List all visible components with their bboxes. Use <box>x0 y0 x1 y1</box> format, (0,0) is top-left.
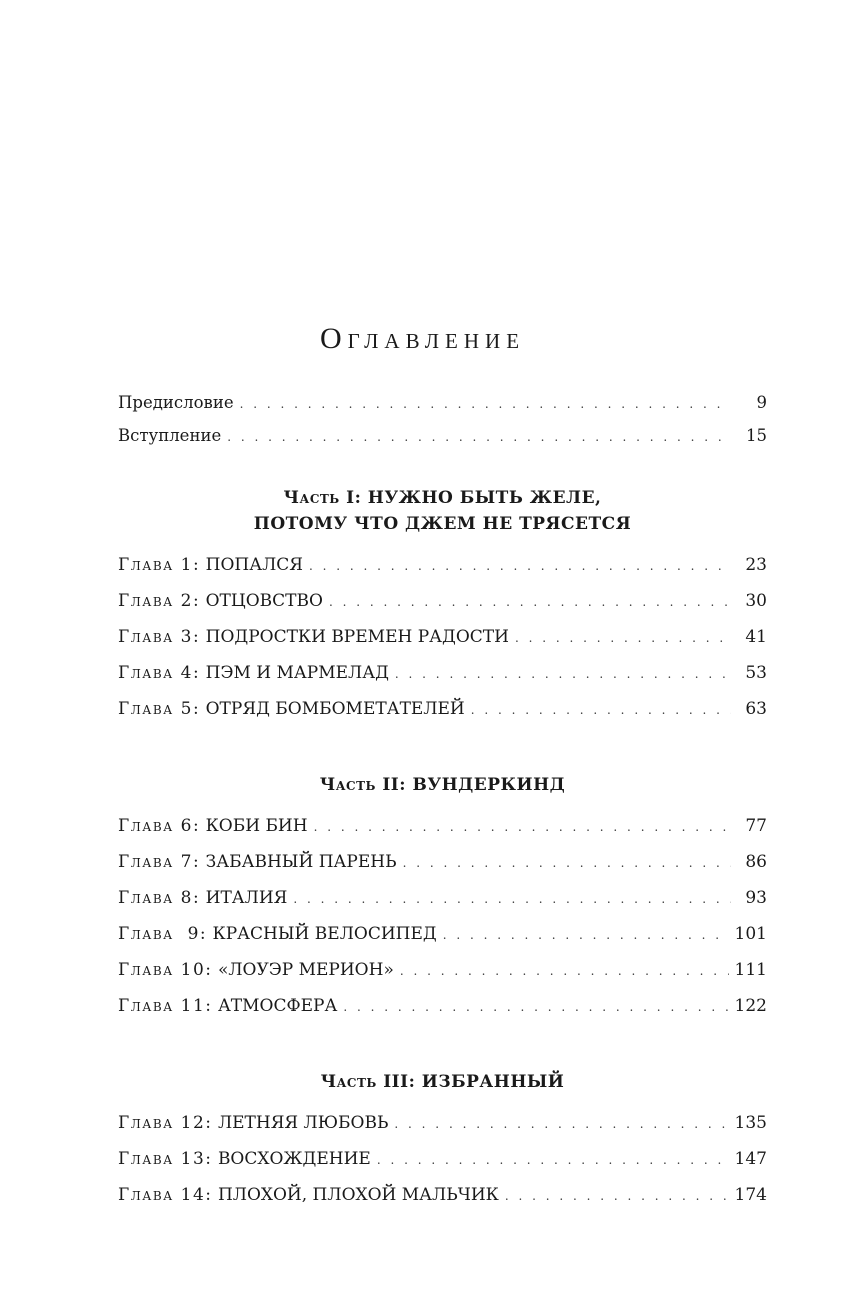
chapter-list <box>118 555 767 735</box>
chapter-title: КОБИ БИН <box>205 816 308 836</box>
part-2 <box>118 772 767 1032</box>
toc-entry-chapter-6[interactable] <box>118 816 767 852</box>
page-number: 86 <box>745 852 767 872</box>
dot-leader <box>377 1153 729 1167</box>
page-number: 135 <box>734 1113 767 1133</box>
chapter-title: ПЛОХОЙ, ПЛОХОЙ МАЛЬЧИК <box>217 1185 499 1205</box>
toc-entry-introduction[interactable] <box>118 426 767 459</box>
toc-entry-chapter-7[interactable] <box>118 852 767 888</box>
dot-leader <box>505 1189 729 1203</box>
dot-leader <box>240 397 731 411</box>
page-number: 101 <box>734 924 767 944</box>
chapter-prefix: Глава 10: <box>118 960 213 980</box>
page-number: 15 <box>746 426 767 445</box>
entry-label: Вступление <box>118 426 222 445</box>
chapter-prefix: Глава 1: <box>118 555 201 575</box>
toc-title: Оглавление <box>319 322 526 355</box>
part-title-line1: НУЖНО БЫТЬ ЖЕЛЕ, <box>367 488 602 508</box>
chapter-title: АТМОСФЕРА <box>217 996 338 1016</box>
dot-leader <box>400 964 729 978</box>
dot-leader <box>403 856 731 870</box>
chapter-list <box>118 816 767 1032</box>
part-heading <box>118 1069 767 1095</box>
chapter-prefix: Глава 13: <box>118 1149 213 1169</box>
toc-entry-chapter-2[interactable] <box>118 591 767 627</box>
dot-leader <box>395 667 731 681</box>
chapter-title: «ЛОУЭР МЕРИОН» <box>217 960 394 980</box>
part-title-line1: ВУНДЕРКИНД <box>412 775 566 795</box>
toc-entry-chapter-4[interactable] <box>118 663 767 699</box>
part-3 <box>118 1069 767 1221</box>
dot-leader <box>515 631 731 645</box>
page-number: 9 <box>756 393 767 412</box>
dot-leader <box>443 928 729 942</box>
chapter-title: КРАСНЫЙ ВЕЛОСИПЕД <box>212 924 437 944</box>
toc-entry-chapter-11[interactable] <box>118 996 767 1032</box>
chapter-prefix: Глава 7: <box>118 852 201 872</box>
chapter-title: ОТЦОВСТВО <box>205 591 323 611</box>
toc-entry-chapter-9[interactable] <box>118 924 767 960</box>
chapter-prefix: Глава 9: <box>118 924 208 944</box>
part-heading <box>118 485 767 537</box>
page-number: 174 <box>734 1185 767 1205</box>
chapter-title: ВОСХОЖДЕНИЕ <box>217 1149 371 1169</box>
entry-label: Предисловие <box>118 393 234 412</box>
dot-leader <box>471 703 731 717</box>
page-number: 53 <box>745 663 767 683</box>
toc-entry-preface[interactable] <box>118 393 767 426</box>
chapter-prefix: Глава 2: <box>118 591 201 611</box>
chapter-prefix: Глава 3: <box>118 627 201 647</box>
chapter-prefix: Глава 14: <box>118 1185 213 1205</box>
toc-entry-chapter-13[interactable] <box>118 1149 767 1185</box>
toc-entry-chapter-1[interactable] <box>118 555 767 591</box>
chapter-title: ЛЕТНЯЯ ЛЮБОВЬ <box>217 1113 389 1133</box>
toc-entry-chapter-10[interactable] <box>118 960 767 996</box>
dot-leader <box>343 1000 728 1014</box>
toc-entry-chapter-14[interactable] <box>118 1185 767 1221</box>
page-number: 93 <box>745 888 767 908</box>
dot-leader <box>314 820 731 834</box>
toc-entry-chapter-5[interactable] <box>118 699 767 735</box>
page-number: 147 <box>734 1149 767 1169</box>
dot-leader <box>329 595 731 609</box>
page-number: 23 <box>745 555 767 575</box>
chapter-prefix: Глава 6: <box>118 816 201 836</box>
toc-entry-chapter-12[interactable] <box>118 1113 767 1149</box>
page-number: 41 <box>745 627 767 647</box>
part-prefix: Часть II: <box>319 775 407 795</box>
part-prefix: Часть I: <box>283 488 362 508</box>
chapter-title: ПОДРОСТКИ ВРЕМЕН РАДОСТИ <box>205 627 509 647</box>
dot-leader <box>394 1117 728 1131</box>
chapter-prefix: Глава 8: <box>118 888 201 908</box>
chapter-title: ИТАЛИЯ <box>205 888 288 908</box>
chapter-prefix: Глава 11: <box>118 996 213 1016</box>
dot-leader <box>293 892 731 906</box>
chapter-title: ЗАБАВНЫЙ ПАРЕНЬ <box>205 852 397 872</box>
page-number: 63 <box>745 699 767 719</box>
chapter-title: ОТРЯД БОМБОМЕТАТЕЛЕЙ <box>205 699 465 719</box>
page-number: 122 <box>734 996 767 1016</box>
part-title-line1: ИЗБРАННЫЙ <box>421 1072 565 1092</box>
part-1 <box>118 485 767 735</box>
page-number: 111 <box>734 960 767 980</box>
toc-entry-chapter-3[interactable] <box>118 627 767 663</box>
page-number: 30 <box>745 591 767 611</box>
table-of-contents <box>118 393 767 1221</box>
page-number: 77 <box>745 816 767 836</box>
part-heading <box>118 772 767 798</box>
chapter-title: ПЭМ И МАРМЕЛАД <box>205 663 389 683</box>
part-title-line2: ПОТОМУ ЧТО ДЖЕМ НЕ ТРЯСЕТСЯ <box>253 514 632 534</box>
chapter-prefix: Глава 12: <box>118 1113 213 1133</box>
chapter-title: ПОПАЛСЯ <box>205 555 304 575</box>
dot-leader <box>309 559 731 573</box>
chapter-prefix: Глава 4: <box>118 663 201 683</box>
chapter-list <box>118 1113 767 1221</box>
dot-leader <box>227 430 731 444</box>
part-prefix: Часть III: <box>320 1072 416 1092</box>
toc-entry-chapter-8[interactable] <box>118 888 767 924</box>
chapter-prefix: Глава 5: <box>118 699 201 719</box>
